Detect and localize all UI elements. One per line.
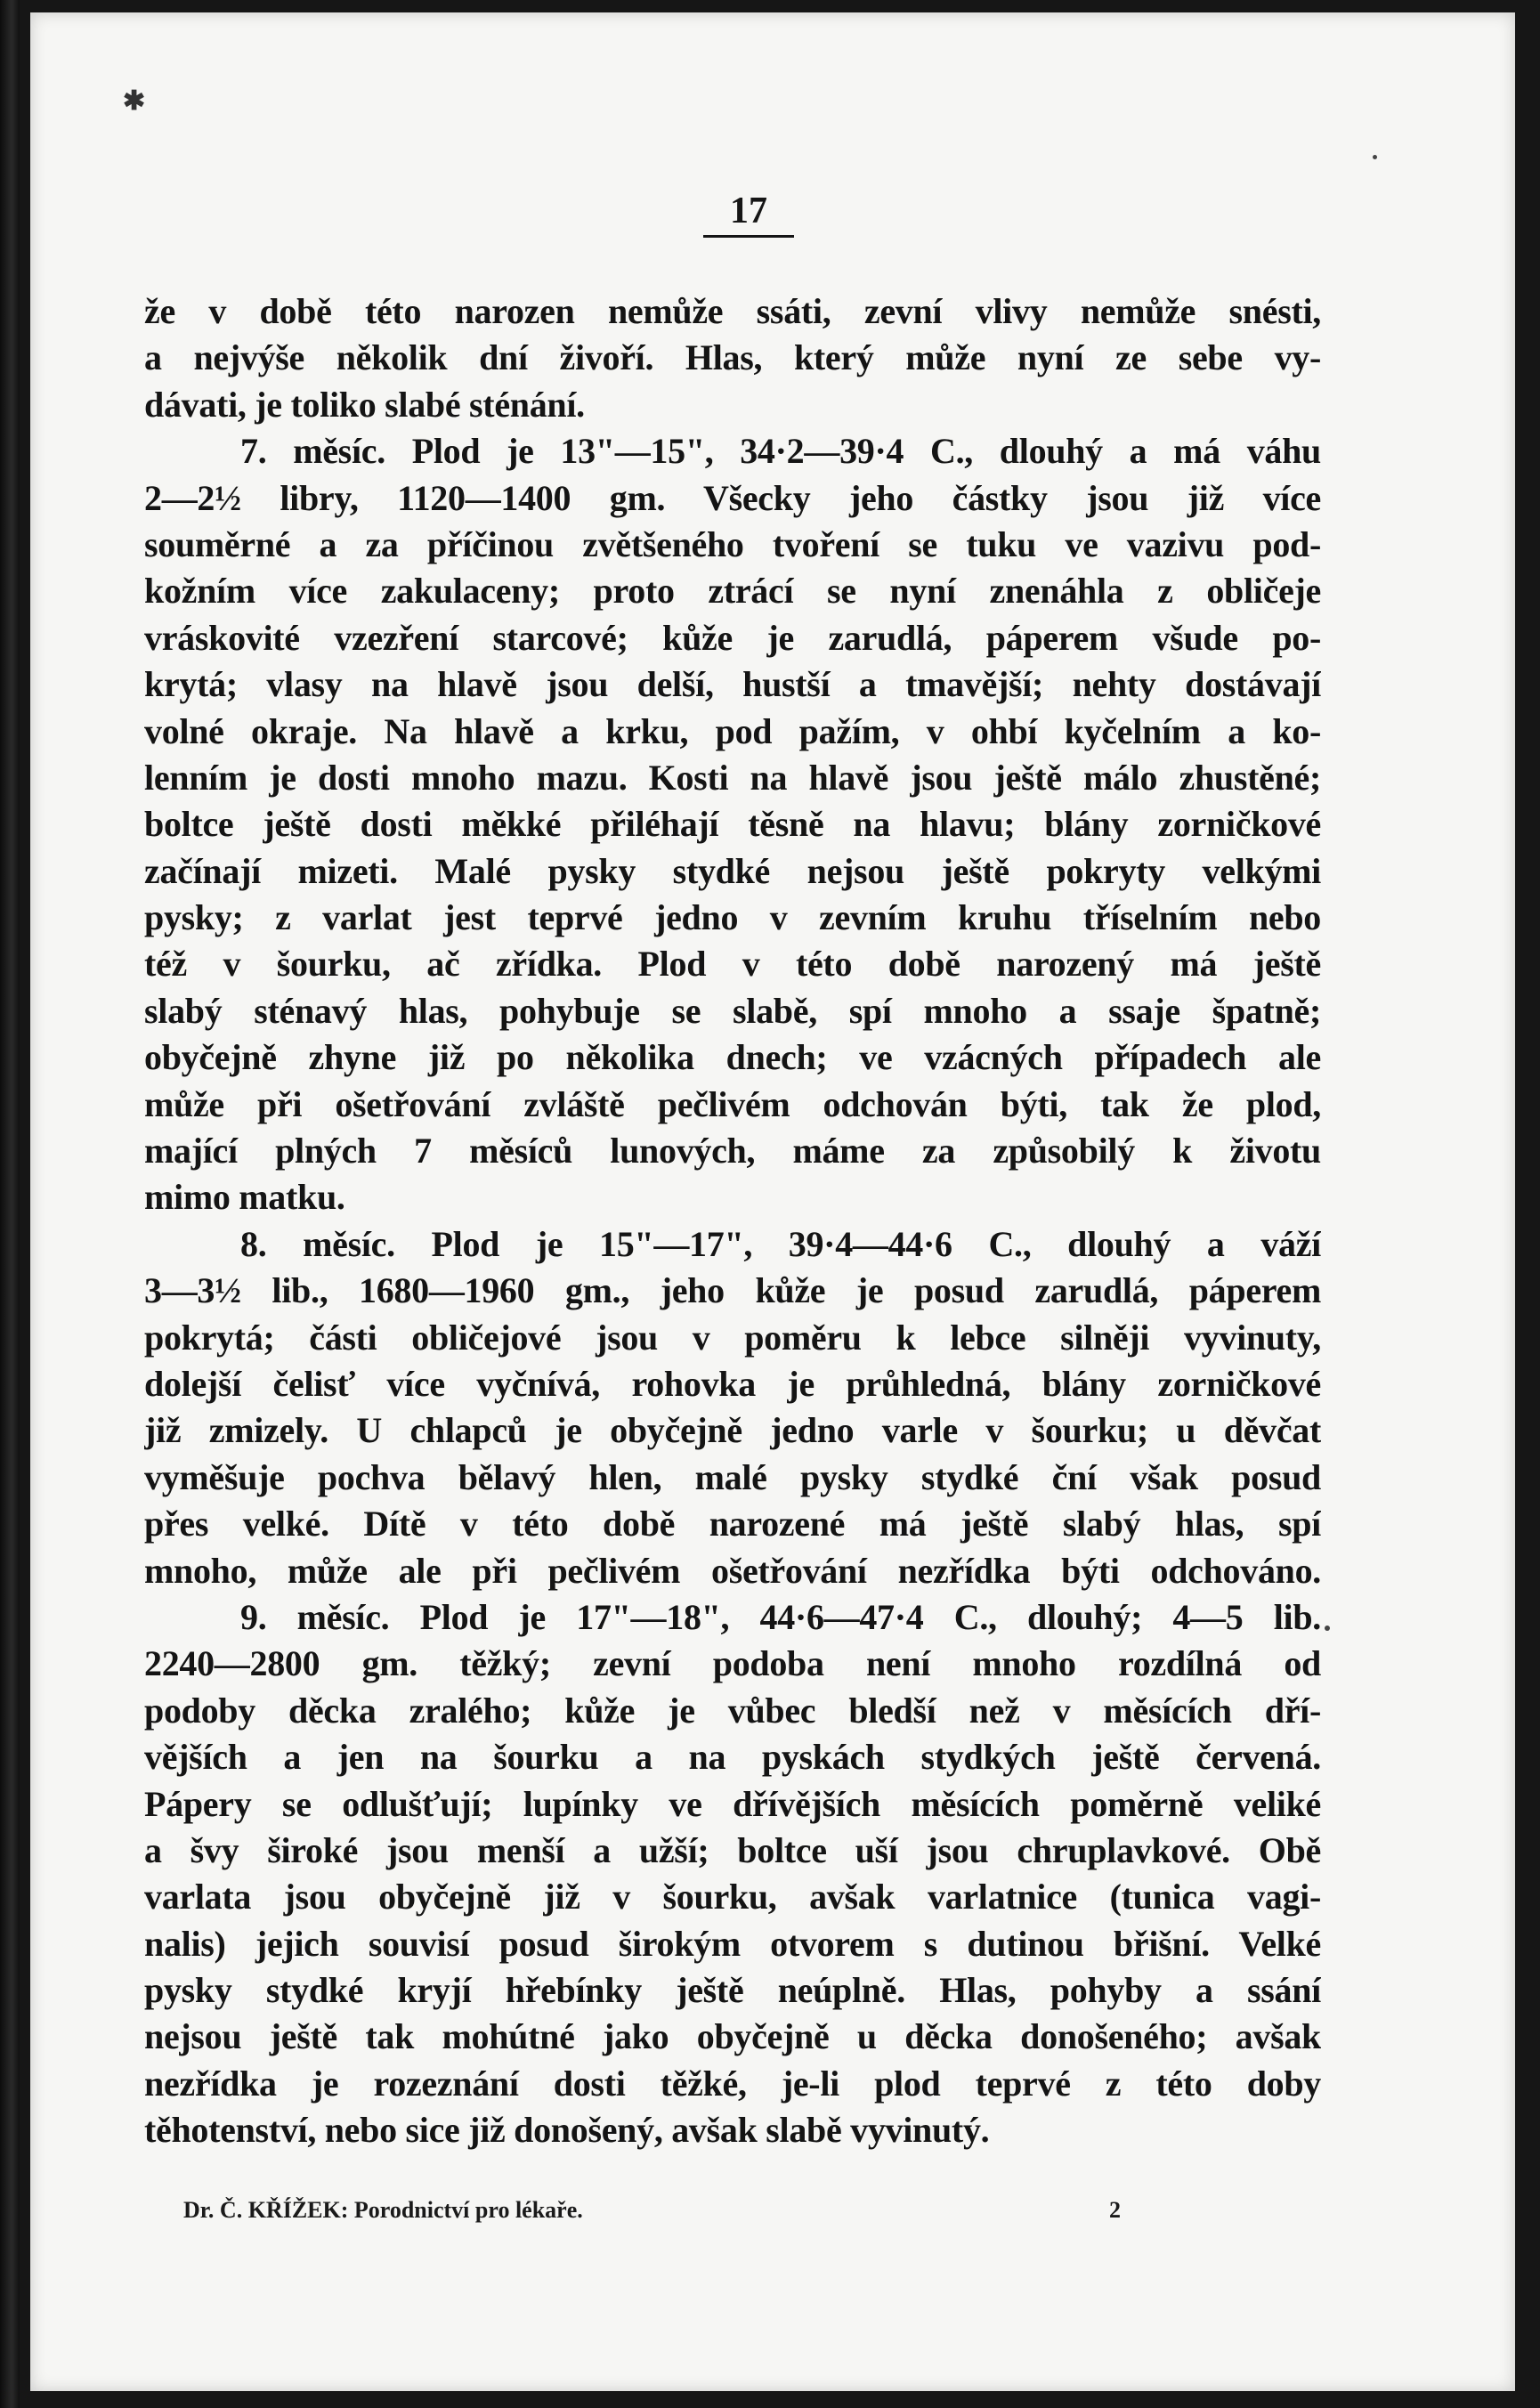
text-line: dolejší čelisť více vyčnívá, rohovka je průhledná, blány zorničkové — [144, 1363, 1321, 1404]
text-line: 7. měsíc. Plod je 13"—15", 34·2—39·4 C., dlouhý a má váhu — [240, 431, 1321, 472]
text-line: nalis) jejich souvisí posud širokým otvorem s dutinou břišní. Velké — [144, 1923, 1321, 1964]
footer-citation: Dr. Č. KŘÍŽEK: Porodnictví pro lékaře. — [183, 2197, 583, 2223]
text-line: slabý sténavý hlas, pohybuje se slabě, spí mnoho a ssaje špatně; — [144, 990, 1321, 1031]
text-line: Pápery se odlušťují; lupínky ve dřívějších měsících poměrně veliké — [144, 1783, 1321, 1824]
text-line: volné okraje. Na hlavě a krku, pod pažím, v ohbí kyčelním a ko- — [144, 710, 1321, 751]
text-line: vráskovité vzezření starcové; kůže je zarudlá, páperem všude po- — [144, 617, 1321, 658]
text-line: těhotenství, nebo sice již donošený, avšak slabě vyvinutý. — [144, 2110, 990, 2151]
text-line: souměrné a za příčinou zvětšeného tvoření se tuku ve vazivu pod- — [144, 523, 1321, 564]
text-line: a švy široké jsou menší a užší; boltce uší jsou chruplavkové. Obě — [144, 1829, 1321, 1870]
text-line: mající plných 7 měsíců lunových, máme za způsobilý k životu — [144, 1131, 1321, 1172]
text-line: mnoho, může ale při pečlivém ošetřování nezřídka býti odchováno. — [144, 1550, 1321, 1591]
text-line: krytá; vlasy na hlavě jsou delší, hustší a tmavější; nehty dostávají — [144, 664, 1321, 705]
text-line: pokrytá; části obličejové jsou v poměru k lebce silněji vyvinuty, — [144, 1317, 1321, 1358]
text-line: 8. měsíc. Plod je 15"—17", 39·4—44·6 C., dlouhý a váží — [240, 1223, 1321, 1264]
ink-dot-icon — [1325, 1626, 1330, 1631]
text-line: 3—3½ lib., 1680—1960 gm., jeho kůže je posud zarudlá, páperem — [144, 1270, 1321, 1311]
body-text — [144, 288, 1321, 2154]
text-line: nezřídka je rozeznání dosti těžké, je-li plod teprvé z této doby — [144, 2063, 1321, 2104]
text-line: obyčejně zhyne již po několika dnech; ve vzácných případech ale — [144, 1037, 1321, 1078]
book-page — [30, 12, 1515, 2391]
text-line: kožním více zakulaceny; proto ztrácí se nyní znenáhla z obličeje — [144, 571, 1321, 612]
text-line: též v šourku, ač zřídka. Plod v této době narozený má ještě — [144, 944, 1321, 985]
text-line: pysky stydké kryjí hřebínky ještě neúplně. Hlas, pohyby a ssání — [144, 1970, 1321, 2011]
page-number: 17 — [703, 189, 794, 238]
text-line: lenním je dosti mnoho mazu. Kosti na hlavě jsou ještě málo zhustěné; — [144, 757, 1321, 798]
text-line: dávati, je toliko slabé sténání. — [144, 384, 585, 425]
text-line: může při ošetřování zvláště pečlivém odchován býti, tak že plod, — [144, 1083, 1321, 1124]
text-line: 2—2½ libry, 1120—1400 gm. Všecky jeho částky jsou již více — [144, 477, 1321, 518]
text-line: a nejvýše několik dní živoří. Hlas, který může nyní ze sebe vy- — [144, 337, 1321, 378]
scan-edge — [0, 0, 20, 2408]
text-line: že v době této narozen nemůže ssáti, zevní vlivy nemůže snésti, — [144, 291, 1321, 331]
text-line: 2240—2800 gm. těžký; zevní podoba není mnoho rozdílná od — [144, 1643, 1321, 1684]
signature-mark: 2 — [1109, 2197, 1121, 2223]
text-line: mimo matku. — [144, 1177, 345, 1218]
ink-dot-icon — [1373, 155, 1377, 159]
text-line: vějších a jen na šourku a na pyskách stydkých ještě červená. — [144, 1737, 1321, 1778]
text-line: podoby děcka zralého; kůže je vůbec bledší než v měsících dří- — [144, 1690, 1321, 1731]
text-line: pysky; z varlat jest teprvé jedno v zevním kruhu tříselním nebo — [144, 897, 1321, 938]
text-line: vyměšuje pochva bělavý hlen, malé pysky stydké ční však posud — [144, 1456, 1321, 1497]
ink-speck-icon: ✱ — [123, 86, 146, 116]
text-line: nejsou ještě tak mohútné jako obyčejně u děcka donošeného; avšak — [144, 2016, 1321, 2057]
text-line: přes velké. Dítě v této době narozené má ještě slabý hlas, spí — [144, 1504, 1321, 1545]
page-footer — [183, 2197, 1145, 2224]
text-line: boltce ještě dosti měkké přiléhají těsně na hlavu; blány zorničkové — [144, 804, 1321, 845]
text-line: již zmizely. U chlapců je obyčejně jedno varle v šourku; u děvčat — [144, 1410, 1321, 1451]
text-line: začínají mizeti. Malé pysky stydké nejsou ještě pokryty velkými — [144, 850, 1321, 891]
text-line: varlata jsou obyčejně již v šourku, avšak varlatnice (tunica vagi- — [144, 1877, 1321, 1917]
text-line: 9. měsíc. Plod je 17"—18", 44·6—47·4 C., dlouhý; 4—5 lib. — [240, 1596, 1321, 1637]
